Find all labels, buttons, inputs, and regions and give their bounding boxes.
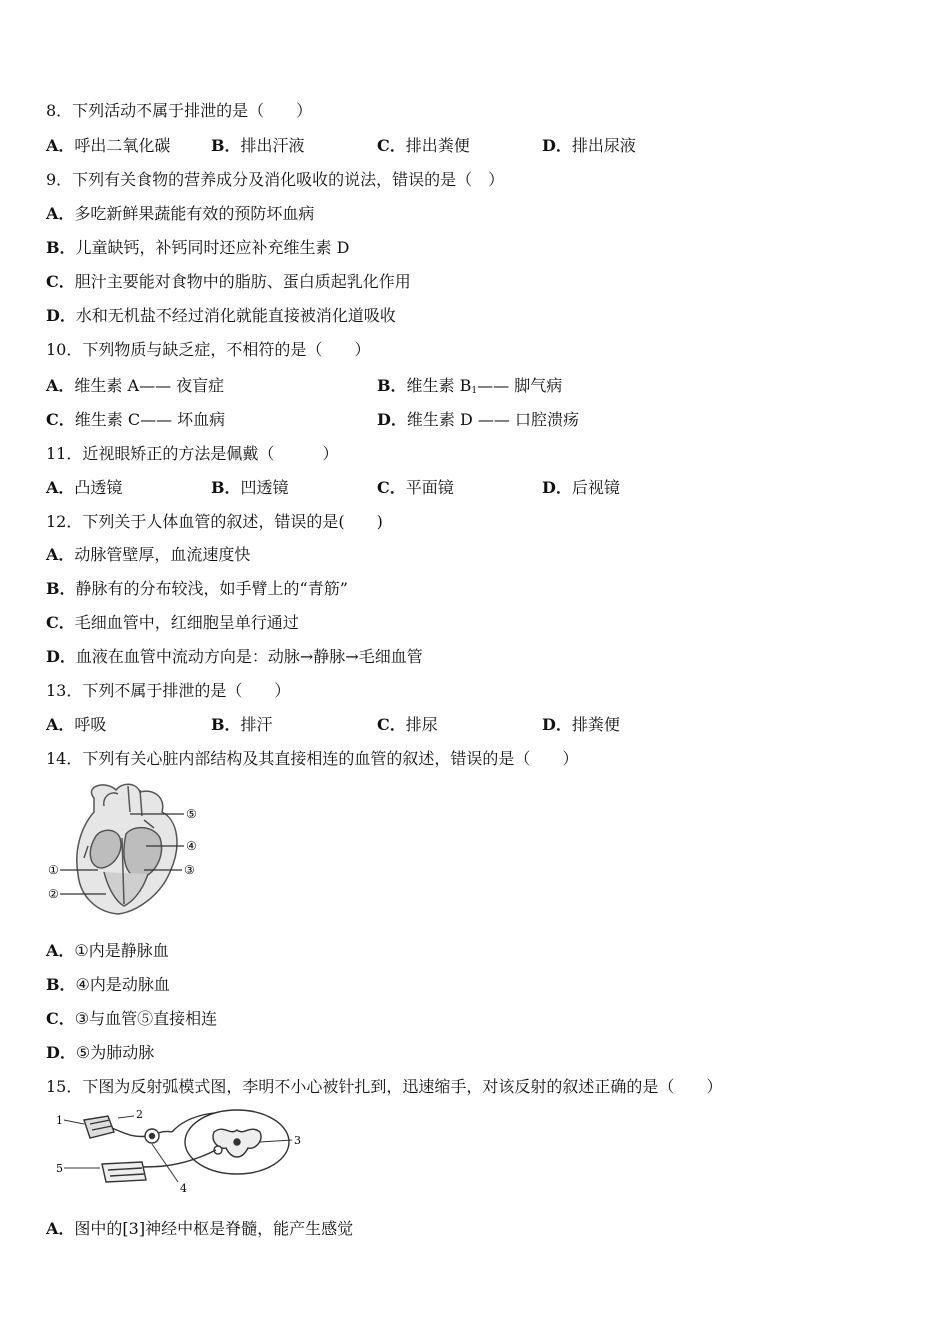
question-10-stem: 10．下列物质与缺乏症，不相符的是（ ） [46,340,371,359]
q14-option-b[interactable]: B．④内是动脉血 [46,975,170,994]
q11-option-b[interactable]: B．凹透镜 [211,478,289,497]
reflex-arc-figure [54,1106,310,1196]
reflex-label-4: 4 [180,1182,187,1195]
reflex-label-3: 3 [294,1134,301,1147]
heart-label-2: ② [48,887,59,901]
q12-option-d[interactable]: D．血液在血管中流动方向是：动脉→静脉→毛细血管 [46,647,423,666]
heart-label-1: ① [48,863,59,877]
q14-option-c[interactable]: C．③与血管⑤直接相连 [46,1009,218,1028]
reflex-label-5: 5 [56,1162,63,1175]
q9-option-a[interactable]: A．多吃新鲜果蔬能有效的预防坏血病 [46,204,315,223]
question-11-stem: 11．近视眼矫正的方法是佩戴（ ） [46,444,339,463]
heart-label-3: ③ [184,863,195,877]
heart-structure-figure [44,776,204,922]
question-14-stem: 14．下列有关心脏内部结构及其直接相连的血管的叙述，错误的是（ ） [46,749,579,768]
q8-option-c[interactable]: C．排出粪便 [377,136,470,155]
q12-option-a[interactable]: A．动脉管壁厚，血流速度快 [46,545,251,564]
q11-option-a[interactable]: A．凸透镜 [46,478,123,497]
question-9-stem: 9．下列有关食物的营养成分及消化吸收的说法，错误的是（ ） [46,170,505,189]
q12-option-b[interactable]: B．静脉有的分布较浅，如手臂上的“青筋” [46,579,348,598]
q12-option-c[interactable]: C．毛细血管中，红细胞呈单行通过 [46,613,299,632]
q9-option-d[interactable]: D．水和无机盐不经过消化就能直接被消化道吸收 [46,306,396,325]
q10-option-b[interactable]: B．维生素 $B_1——$ 脚气病 [377,376,563,396]
q10-option-a[interactable]: A．维生素 A—— 夜盲症 [46,376,225,395]
question-8-stem: 8．下列活动不属于排泄的是（ ） [46,101,313,120]
reflex-label-1: 1 [56,1114,63,1127]
q14-option-a[interactable]: A．①内是静脉血 [46,941,169,960]
q10-option-d[interactable]: D．维生素 D —— 口腔溃疡 [377,410,579,429]
q11-option-d[interactable]: D．后视镜 [542,478,620,497]
q8-option-a[interactable]: A．呼出二氧化碳 [46,136,171,155]
question-15-stem: 15．下图为反射弧模式图，李明不小心被针扎到，迅速缩手，对该反射的叙述正确的是（ ） [46,1077,723,1096]
q11-option-c[interactable]: C．平面镜 [377,478,454,497]
heart-label-5: ⑤ [186,807,197,821]
q13-option-b[interactable]: B．排汗 [211,715,273,734]
q13-option-d[interactable]: D．排粪便 [542,715,620,734]
q9-option-c[interactable]: C．胆汁主要能对食物中的脂肪、蛋白质起乳化作用 [46,272,411,291]
q14-option-d[interactable]: D．⑤为肺动脉 [46,1043,155,1062]
question-13-stem: 13．下列不属于排泄的是（ ） [46,681,291,700]
q13-option-c[interactable]: C．排尿 [377,715,438,734]
q8-option-b[interactable]: B．排出汗液 [211,136,305,155]
q13-option-a[interactable]: A．呼吸 [46,715,107,734]
q8-option-d[interactable]: D．排出尿液 [542,136,636,155]
heart-label-4: ④ [186,839,197,853]
question-12-stem: 12．下列关于人体血管的叙述，错误的是( ) [46,512,383,531]
reflex-label-2: 2 [136,1108,143,1121]
q9-option-b[interactable]: B．儿童缺钙，补钙同时还应补充维生素 D [46,238,350,257]
q10-option-c[interactable]: C．维生素 C—— 坏血病 [46,410,226,429]
q15-option-a[interactable]: A．图中的[3]神经中枢是脊髓，能产生感觉 [46,1219,354,1238]
